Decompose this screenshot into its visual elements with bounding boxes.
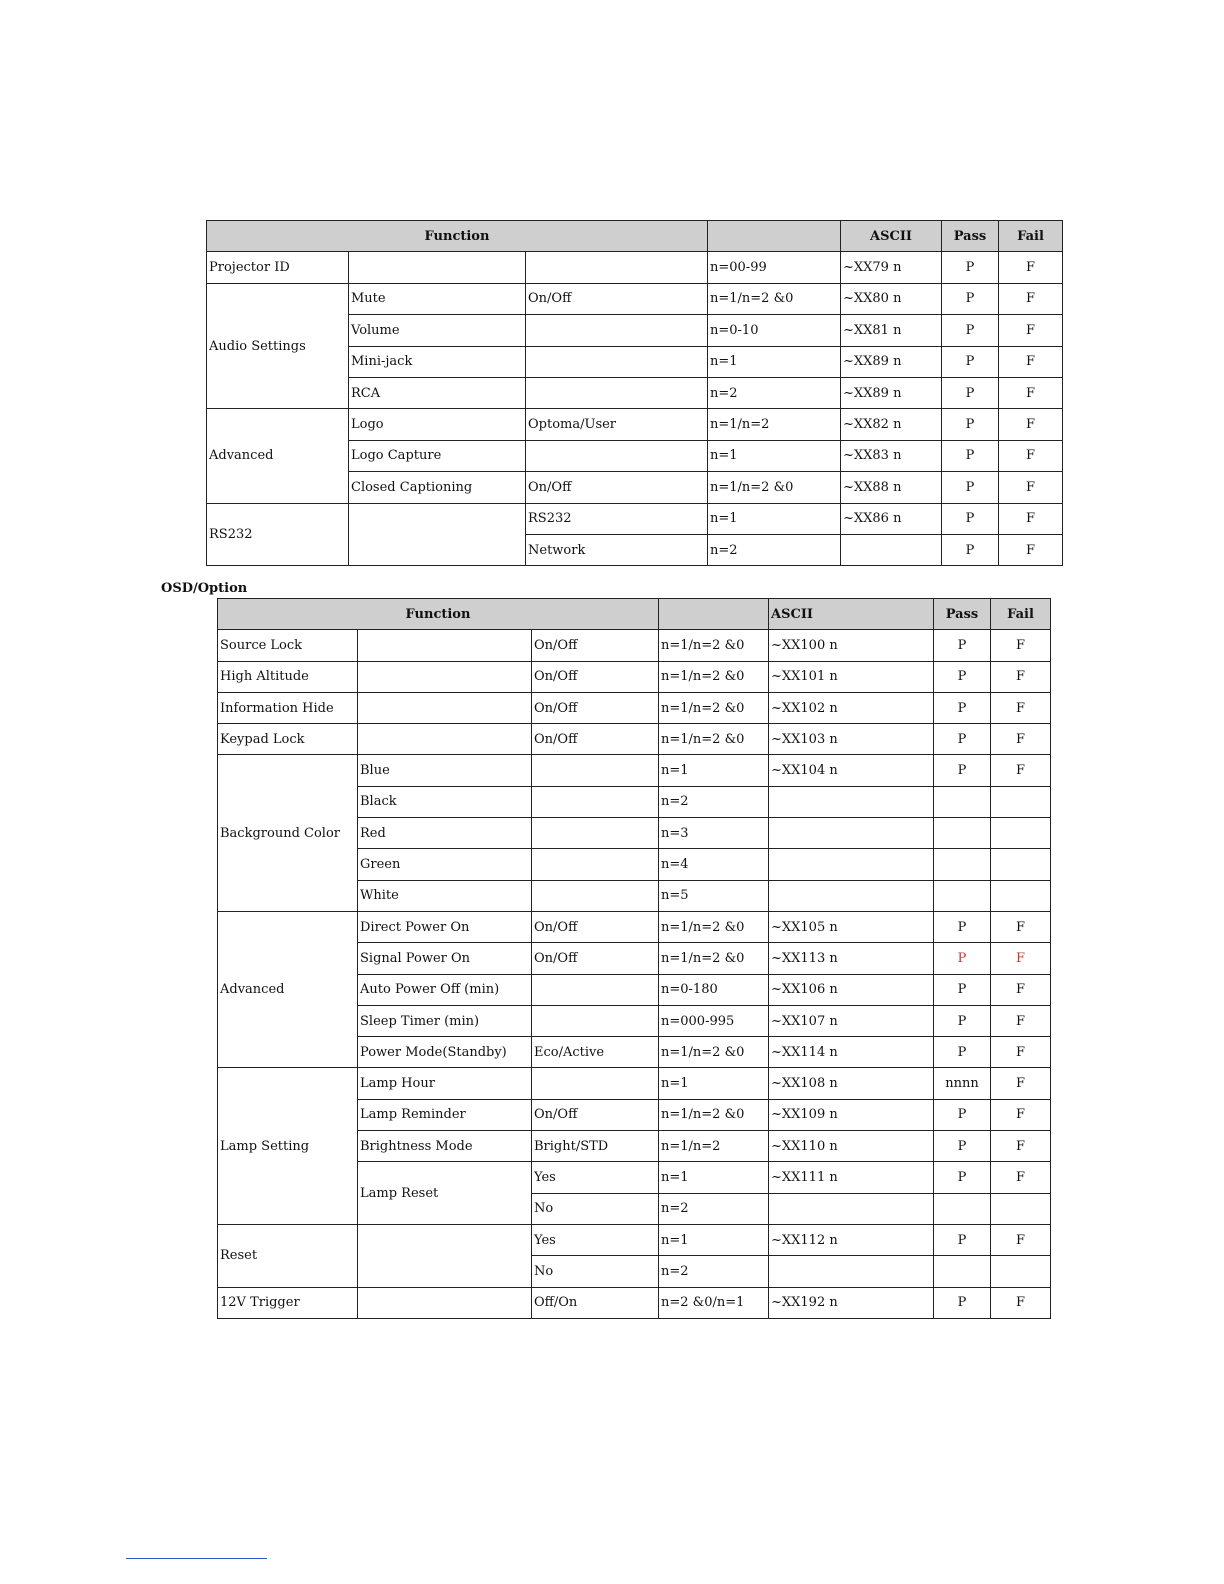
option-cell: Optoma/User bbox=[526, 409, 708, 440]
item-cell: Closed Captioning bbox=[349, 472, 526, 503]
value-cell: n=0-10 bbox=[708, 315, 841, 346]
ascii-cell: ~XX110 n bbox=[769, 1131, 934, 1162]
fail-cell: F bbox=[999, 472, 1063, 503]
item-cell: Mini-jack bbox=[349, 346, 526, 377]
pass-cell: P bbox=[942, 472, 999, 503]
value-cell: n=1 bbox=[659, 1162, 769, 1193]
header-fail: Fail bbox=[991, 599, 1051, 630]
fail-cell: F bbox=[991, 943, 1051, 974]
fail-cell: F bbox=[991, 911, 1051, 942]
option-cell: RS232 bbox=[526, 503, 708, 534]
option-cell bbox=[532, 974, 659, 1005]
table-row bbox=[207, 503, 1063, 534]
option-cell: On/Off bbox=[532, 692, 659, 723]
fail-cell: F bbox=[991, 1099, 1051, 1130]
fail-cell: F bbox=[999, 534, 1063, 565]
value-cell: n=1/n=2 &0 bbox=[708, 283, 841, 314]
table-row bbox=[218, 1068, 1051, 1099]
item-cell bbox=[358, 692, 532, 723]
value-cell: n=1/n=2 &0 bbox=[659, 911, 769, 942]
value-cell: n=1 bbox=[659, 1224, 769, 1255]
table-row bbox=[218, 911, 1051, 942]
group-cell: 12V Trigger bbox=[218, 1287, 358, 1318]
fail-cell: F bbox=[999, 283, 1063, 314]
item-cell bbox=[358, 1287, 532, 1318]
pass-cell bbox=[934, 849, 991, 880]
value-cell: n=1/n=2 &0 bbox=[659, 724, 769, 755]
pass-cell bbox=[934, 1256, 991, 1287]
option-cell bbox=[532, 880, 659, 911]
group-cell: Source Lock bbox=[218, 630, 358, 661]
item-cell: Signal Power On bbox=[358, 943, 532, 974]
table-row bbox=[207, 252, 1063, 283]
item-cell: Green bbox=[358, 849, 532, 880]
ascii-cell: ~XX83 n bbox=[841, 440, 942, 471]
pass-cell: P bbox=[934, 1037, 991, 1068]
pass-cell: P bbox=[942, 440, 999, 471]
ascii-cell: ~XX114 n bbox=[769, 1037, 934, 1068]
table-osd-option bbox=[217, 598, 1051, 1319]
ascii-cell: ~XX79 n bbox=[841, 252, 942, 283]
item-cell: RCA bbox=[349, 377, 526, 408]
table-header-row bbox=[207, 221, 1063, 252]
pass-cell: P bbox=[934, 1162, 991, 1193]
fail-cell: F bbox=[991, 1037, 1051, 1068]
table-row bbox=[218, 630, 1051, 661]
item-cell bbox=[358, 724, 532, 755]
option-cell: On/Off bbox=[532, 724, 659, 755]
ascii-cell bbox=[769, 786, 934, 817]
fail-cell: F bbox=[991, 755, 1051, 786]
value-cell: n=1/n=2 &0 bbox=[708, 472, 841, 503]
pass-cell: P bbox=[934, 661, 991, 692]
option-cell bbox=[526, 346, 708, 377]
option-cell bbox=[532, 818, 659, 849]
group-cell: Reset bbox=[218, 1224, 358, 1287]
item-cell: Sleep Timer (min) bbox=[358, 1005, 532, 1036]
group-cell: Advanced bbox=[207, 409, 349, 503]
item-cell bbox=[349, 252, 526, 283]
ascii-cell: ~XX107 n bbox=[769, 1005, 934, 1036]
option-cell bbox=[526, 315, 708, 346]
table-row bbox=[207, 409, 1063, 440]
option-cell bbox=[532, 1068, 659, 1099]
value-cell: n=1/n=2 bbox=[659, 1131, 769, 1162]
item-cell: White bbox=[358, 880, 532, 911]
group-cell: Keypad Lock bbox=[218, 724, 358, 755]
value-cell: n=1 bbox=[659, 755, 769, 786]
option-cell bbox=[526, 440, 708, 471]
item-cell: Logo Capture bbox=[349, 440, 526, 471]
ascii-cell: ~XX86 n bbox=[841, 503, 942, 534]
item-cell: Blue bbox=[358, 755, 532, 786]
value-cell: n=1 bbox=[708, 503, 841, 534]
pass-cell: P bbox=[934, 974, 991, 1005]
fail-cell: F bbox=[991, 630, 1051, 661]
ascii-cell: ~XX101 n bbox=[769, 661, 934, 692]
pass-cell: P bbox=[942, 315, 999, 346]
item-cell bbox=[358, 1224, 532, 1287]
pass-cell: P bbox=[934, 755, 991, 786]
item-cell: Logo bbox=[349, 409, 526, 440]
table-row bbox=[218, 661, 1051, 692]
item-cell bbox=[358, 661, 532, 692]
value-cell: n=1/n=2 &0 bbox=[659, 943, 769, 974]
fail-cell: F bbox=[991, 1068, 1051, 1099]
ascii-cell: ~XX81 n bbox=[841, 315, 942, 346]
value-cell: n=1/n=2 &0 bbox=[659, 1037, 769, 1068]
value-cell: n=3 bbox=[659, 818, 769, 849]
pass-cell: P bbox=[934, 692, 991, 723]
header-function: Function bbox=[207, 221, 708, 252]
pass-cell: nnnn bbox=[934, 1068, 991, 1099]
value-cell: n=4 bbox=[659, 849, 769, 880]
table-row bbox=[218, 1287, 1051, 1318]
fail-cell: F bbox=[991, 974, 1051, 1005]
group-cell: Lamp Setting bbox=[218, 1068, 358, 1224]
pass-cell: P bbox=[942, 534, 999, 565]
table-header-row bbox=[218, 599, 1051, 630]
option-cell bbox=[526, 252, 708, 283]
pass-cell: P bbox=[942, 377, 999, 408]
fail-cell: F bbox=[999, 346, 1063, 377]
ascii-cell: ~XX88 n bbox=[841, 472, 942, 503]
ascii-cell: ~XX108 n bbox=[769, 1068, 934, 1099]
option-cell: On/Off bbox=[526, 472, 708, 503]
option-cell bbox=[532, 1005, 659, 1036]
value-cell: n=2 bbox=[659, 1193, 769, 1224]
item-cell: Lamp Hour bbox=[358, 1068, 532, 1099]
fail-cell bbox=[991, 1193, 1051, 1224]
option-cell bbox=[532, 849, 659, 880]
group-cell: Projector ID bbox=[207, 252, 349, 283]
pass-cell: P bbox=[942, 346, 999, 377]
option-cell: On/Off bbox=[532, 1099, 659, 1130]
option-cell bbox=[526, 377, 708, 408]
pass-cell: P bbox=[942, 503, 999, 534]
table-row bbox=[218, 724, 1051, 755]
pass-cell bbox=[934, 1193, 991, 1224]
item-cell: Power Mode(Standby) bbox=[358, 1037, 532, 1068]
header-ascii: ASCII bbox=[769, 599, 934, 630]
ascii-cell: ~XX106 n bbox=[769, 974, 934, 1005]
pass-cell bbox=[934, 880, 991, 911]
value-cell: n=0-180 bbox=[659, 974, 769, 1005]
table-audio-advanced bbox=[206, 220, 1063, 566]
group-cell: High Altitude bbox=[218, 661, 358, 692]
ascii-cell bbox=[769, 880, 934, 911]
value-cell: n=2 bbox=[659, 1256, 769, 1287]
pass-cell bbox=[934, 818, 991, 849]
ascii-cell: ~XX100 n bbox=[769, 630, 934, 661]
item-cell: Black bbox=[358, 786, 532, 817]
pass-cell: P bbox=[934, 724, 991, 755]
pass-cell: P bbox=[934, 630, 991, 661]
group-cell: Information Hide bbox=[218, 692, 358, 723]
option-cell: On/Off bbox=[532, 661, 659, 692]
value-cell: n=1/n=2 bbox=[708, 409, 841, 440]
fail-cell: F bbox=[991, 724, 1051, 755]
item-cell bbox=[358, 630, 532, 661]
option-cell: Off/On bbox=[532, 1287, 659, 1318]
option-cell: Yes bbox=[532, 1162, 659, 1193]
option-cell: Bright/STD bbox=[532, 1131, 659, 1162]
fail-cell: F bbox=[991, 692, 1051, 723]
pass-cell: P bbox=[934, 911, 991, 942]
item-cell bbox=[349, 503, 526, 566]
fail-cell: F bbox=[991, 1131, 1051, 1162]
fail-cell bbox=[991, 1256, 1051, 1287]
value-cell: n=5 bbox=[659, 880, 769, 911]
item-cell: Mute bbox=[349, 283, 526, 314]
ascii-cell: ~XX103 n bbox=[769, 724, 934, 755]
pass-cell: P bbox=[934, 1099, 991, 1130]
fail-cell bbox=[991, 786, 1051, 817]
pass-cell: P bbox=[934, 1005, 991, 1036]
fail-cell bbox=[991, 818, 1051, 849]
item-cell: Direct Power On bbox=[358, 911, 532, 942]
fail-cell bbox=[991, 880, 1051, 911]
value-cell: n=1 bbox=[708, 346, 841, 377]
table-row bbox=[218, 755, 1051, 786]
option-cell: On/Off bbox=[532, 630, 659, 661]
ascii-cell: ~XX89 n bbox=[841, 346, 942, 377]
pass-cell: P bbox=[934, 943, 991, 974]
item-cell: Lamp Reset bbox=[358, 1162, 532, 1225]
header-fail: Fail bbox=[999, 221, 1063, 252]
fail-cell: F bbox=[991, 1224, 1051, 1255]
fail-cell: F bbox=[999, 440, 1063, 471]
option-cell: No bbox=[532, 1193, 659, 1224]
pass-cell: P bbox=[942, 252, 999, 283]
option-cell: Network bbox=[526, 534, 708, 565]
option-cell: Eco/Active bbox=[532, 1037, 659, 1068]
ascii-cell bbox=[769, 818, 934, 849]
fail-cell: F bbox=[999, 409, 1063, 440]
value-cell: n=2 &0/n=1 bbox=[659, 1287, 769, 1318]
value-cell: n=2 bbox=[659, 786, 769, 817]
fail-cell: F bbox=[999, 503, 1063, 534]
item-cell: Auto Power Off (min) bbox=[358, 974, 532, 1005]
fail-cell bbox=[991, 849, 1051, 880]
value-cell: n=1/n=2 &0 bbox=[659, 630, 769, 661]
pass-cell bbox=[934, 786, 991, 817]
table-row bbox=[218, 692, 1051, 723]
option-cell: On/Off bbox=[532, 911, 659, 942]
header-ascii: ASCII bbox=[841, 221, 942, 252]
value-cell: n=2 bbox=[708, 377, 841, 408]
item-cell: Red bbox=[358, 818, 532, 849]
ascii-cell: ~XX82 n bbox=[841, 409, 942, 440]
fail-cell: F bbox=[991, 1005, 1051, 1036]
value-cell: n=00-99 bbox=[708, 252, 841, 283]
option-cell: On/Off bbox=[532, 943, 659, 974]
value-cell: n=2 bbox=[708, 534, 841, 565]
group-cell: Background Color bbox=[218, 755, 358, 911]
ascii-cell: ~XX102 n bbox=[769, 692, 934, 723]
section-label: OSD/Option bbox=[161, 581, 248, 596]
header-pass: Pass bbox=[942, 221, 999, 252]
ascii-cell: ~XX192 n bbox=[769, 1287, 934, 1318]
header-function: Function bbox=[218, 599, 659, 630]
pass-cell: P bbox=[942, 283, 999, 314]
ascii-cell bbox=[769, 1256, 934, 1287]
value-cell: n=1/n=2 &0 bbox=[659, 692, 769, 723]
fail-cell: F bbox=[991, 1287, 1051, 1318]
ascii-cell: ~XX112 n bbox=[769, 1224, 934, 1255]
ascii-cell: ~XX109 n bbox=[769, 1099, 934, 1130]
table-row bbox=[207, 283, 1063, 314]
value-cell: n=1/n=2 &0 bbox=[659, 1099, 769, 1130]
option-cell: On/Off bbox=[526, 283, 708, 314]
footnote-divider bbox=[126, 1558, 267, 1559]
pass-cell: P bbox=[942, 409, 999, 440]
ascii-cell: ~XX111 n bbox=[769, 1162, 934, 1193]
ascii-cell: ~XX89 n bbox=[841, 377, 942, 408]
fail-cell: F bbox=[999, 377, 1063, 408]
group-cell: Audio Settings bbox=[207, 283, 349, 409]
fail-cell: F bbox=[999, 315, 1063, 346]
option-cell bbox=[532, 755, 659, 786]
header-blank bbox=[708, 221, 841, 252]
fail-cell: F bbox=[991, 661, 1051, 692]
fail-cell: F bbox=[999, 252, 1063, 283]
pass-cell: P bbox=[934, 1287, 991, 1318]
option-cell: Yes bbox=[532, 1224, 659, 1255]
value-cell: n=1/n=2 &0 bbox=[659, 661, 769, 692]
table-row bbox=[218, 1224, 1051, 1255]
ascii-cell: ~XX80 n bbox=[841, 283, 942, 314]
header-blank bbox=[659, 599, 769, 630]
header-pass: Pass bbox=[934, 599, 991, 630]
ascii-cell: ~XX105 n bbox=[769, 911, 934, 942]
group-cell: RS232 bbox=[207, 503, 349, 566]
ascii-cell: ~XX113 n bbox=[769, 943, 934, 974]
item-cell: Lamp Reminder bbox=[358, 1099, 532, 1130]
ascii-cell bbox=[841, 534, 942, 565]
pass-cell: P bbox=[934, 1224, 991, 1255]
ascii-cell bbox=[769, 849, 934, 880]
pass-cell: P bbox=[934, 1131, 991, 1162]
value-cell: n=1 bbox=[659, 1068, 769, 1099]
group-cell: Advanced bbox=[218, 911, 358, 1067]
item-cell: Brightness Mode bbox=[358, 1131, 532, 1162]
value-cell: n=000-995 bbox=[659, 1005, 769, 1036]
item-cell: Volume bbox=[349, 315, 526, 346]
ascii-cell bbox=[769, 1193, 934, 1224]
option-cell: No bbox=[532, 1256, 659, 1287]
value-cell: n=1 bbox=[708, 440, 841, 471]
fail-cell: F bbox=[991, 1162, 1051, 1193]
option-cell bbox=[532, 786, 659, 817]
ascii-cell: ~XX104 n bbox=[769, 755, 934, 786]
